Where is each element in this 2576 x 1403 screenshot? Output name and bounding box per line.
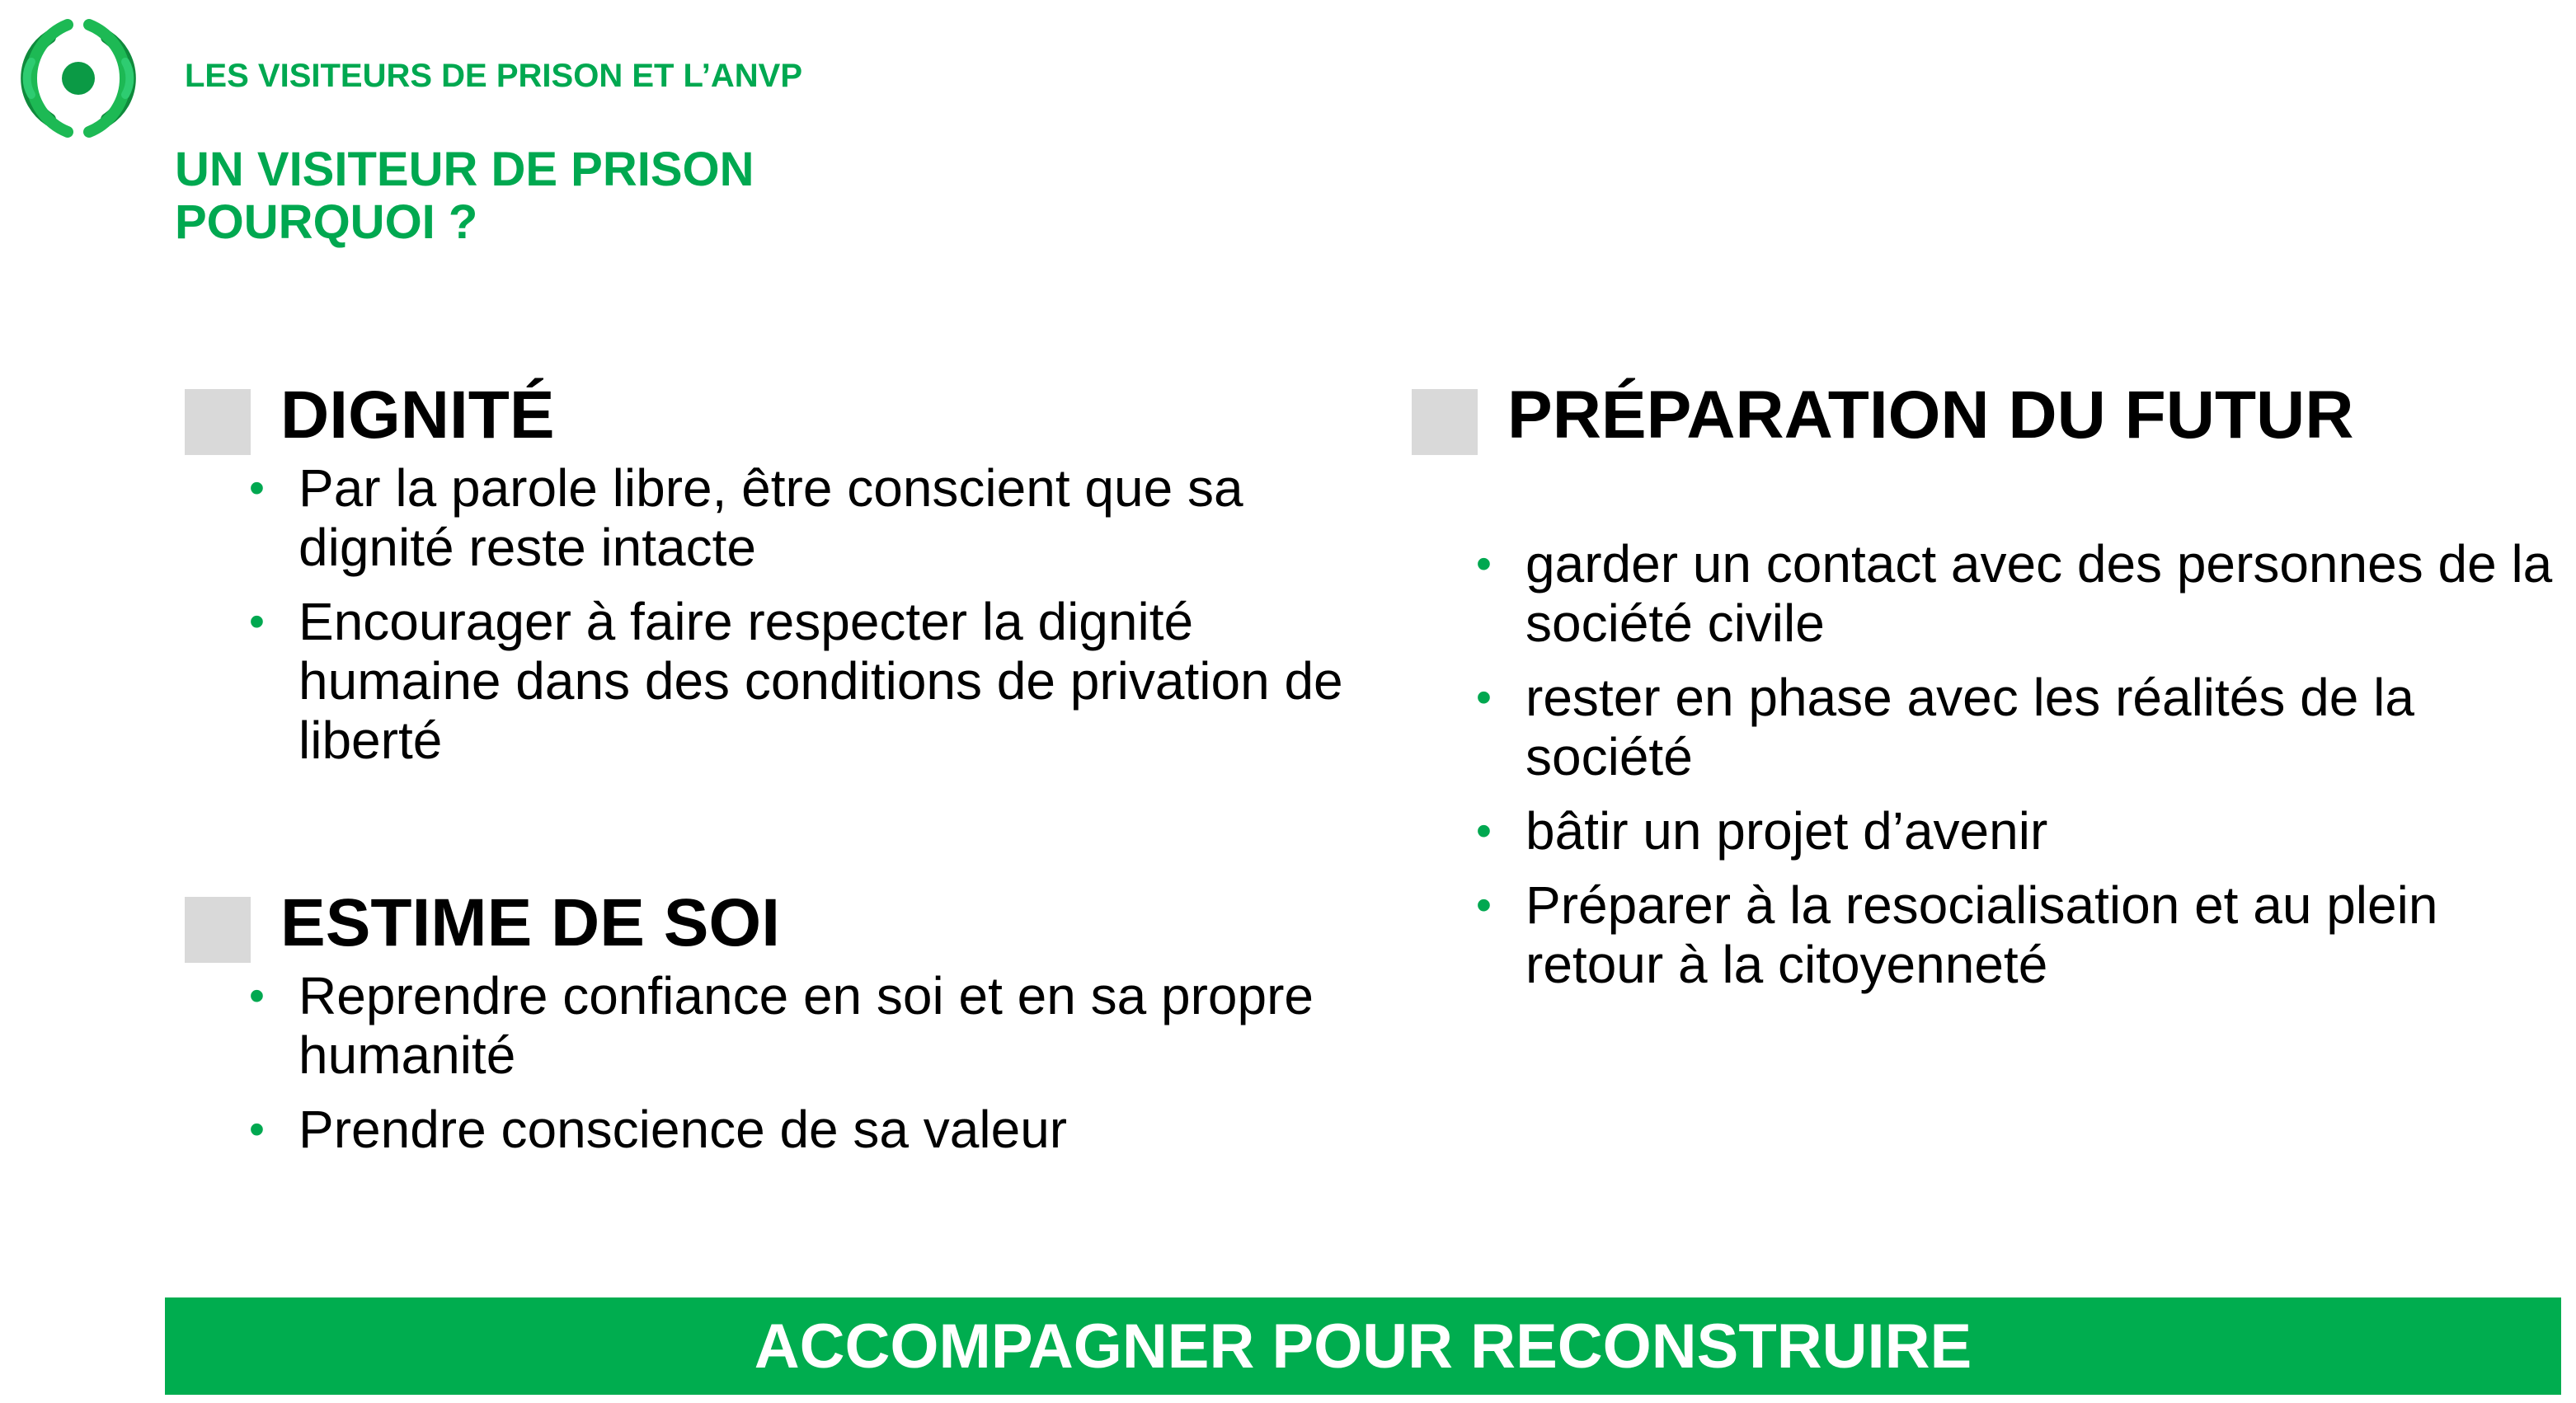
footer-banner [165,1297,2561,1395]
green-dot-icon: • [1476,673,1492,722]
page-title-line-1: UN VISITEUR DE PRISON [175,143,754,196]
list-item [249,592,1395,770]
list-item-text: Encourager à faire respecter la dignité humaine dans des conditions de privation de liberté [298,592,1343,770]
green-dot-icon: • [249,971,265,1021]
green-dot-icon: • [1476,880,1492,930]
green-dot-icon: • [249,1105,265,1154]
organization-name: LES VISITEURS DE PRISON ET L’ANVP [185,58,803,94]
green-dot-icon: • [249,463,265,513]
list-item-text: bâtir un projet d’avenir [1525,801,2048,861]
section-heading: PRÉPARATION DU FUTUR [1507,378,2354,453]
list-item [1476,875,2564,994]
gray-square-icon [1412,389,1478,455]
anvp-logo-icon [16,16,140,140]
gray-square-icon [185,897,251,963]
section-header [185,882,1395,964]
gray-square-icon [185,389,251,455]
green-dot-icon: • [1476,806,1492,856]
list-item [249,458,1395,577]
list-item-text: garder un contact avec des personnes de la société civile [1525,534,2553,653]
list-item-text: Par la parole libre, être conscient que sa dignité reste intacte [298,458,1243,577]
list-item-text: rester en phase avec les réalités de la société [1525,668,2414,786]
list-item [1476,534,2564,653]
list-item [249,966,1395,1085]
section-header [1412,374,2564,457]
bullet-list [1476,534,2564,994]
green-dot-icon: • [1476,539,1492,589]
section-header [185,374,1395,457]
list-item-text: Préparer à la resocialisation et au plein retour à la citoyenneté [1525,875,2438,994]
section-estime-de-soi [185,882,1395,1174]
list-item [249,1100,1395,1159]
list-item-text: Prendre conscience de sa valeur [298,1100,1068,1159]
section-dignite [185,374,1395,785]
page-title-line-2: POURQUOI ? [175,195,478,249]
bullet-list [249,966,1395,1159]
page-title [175,143,754,249]
footer-banner-text: ACCOMPAGNER POUR RECONSTRUIRE [754,1311,1972,1382]
section-heading: ESTIME DE SOI [280,885,780,960]
list-item [1476,668,2564,786]
section-heading: DIGNITÉ [280,378,555,453]
list-item [1476,801,2564,861]
bullet-list [249,458,1395,770]
list-item-text: Reprendre confiance en soi et en sa propre humanité [298,966,1314,1085]
green-dot-icon: • [249,597,265,646]
section-preparation-du-futur [1412,374,2564,1009]
